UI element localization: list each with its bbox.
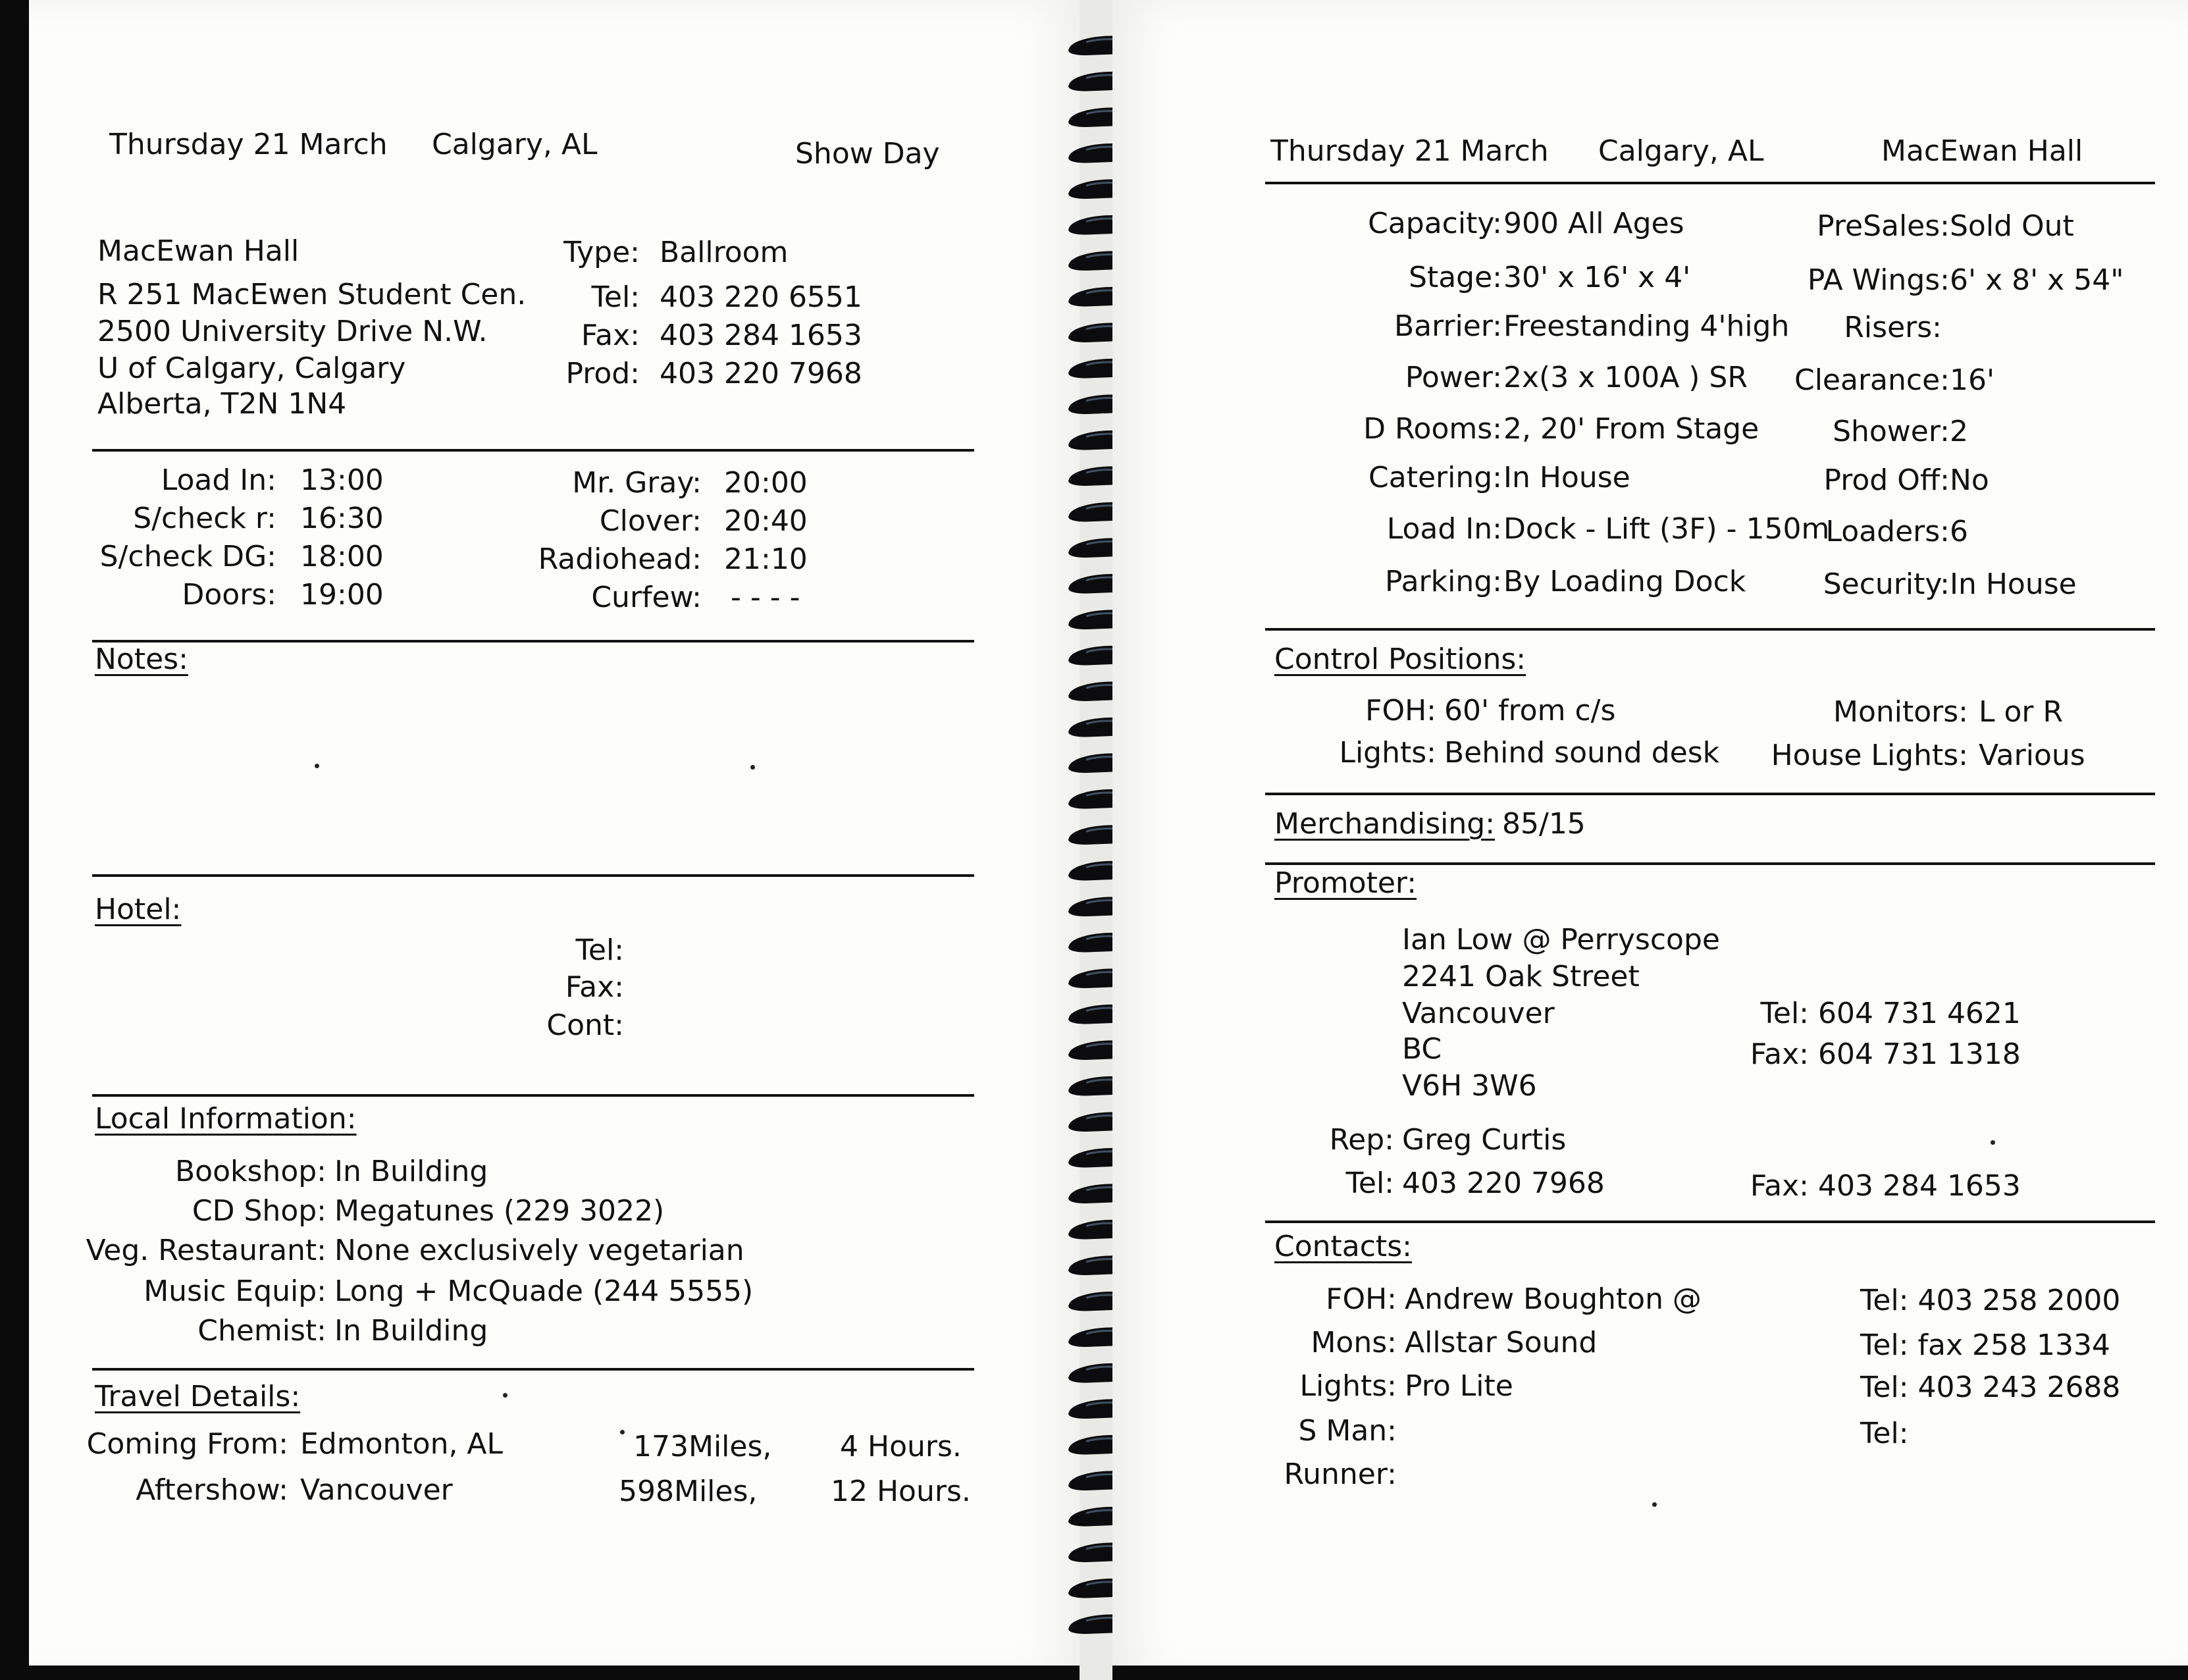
- venue-type-label: Type:: [563, 236, 640, 269]
- venue-fax-label: Fax:: [581, 319, 640, 352]
- spec-label: Security:: [1823, 567, 1950, 601]
- merch-value: 85/15: [1502, 807, 1586, 841]
- spec-label: Loaders:: [1825, 515, 1950, 548]
- schedule-time: 19:00: [300, 578, 384, 612]
- travel-hours: 12 Hours.: [831, 1475, 971, 1508]
- divider: [1265, 1221, 2155, 1223]
- divider: [1265, 793, 2155, 795]
- travel-place: Edmonton, AL: [300, 1427, 504, 1461]
- header-date: Thursday 21 March: [109, 128, 388, 161]
- travel-miles: 598Miles,: [619, 1475, 758, 1508]
- schedule-time: 13:00: [300, 463, 384, 497]
- merch-heading: Merchandising:: [1274, 807, 1496, 841]
- schedule-time: 20:00: [724, 466, 808, 500]
- header-location: Calgary, AL: [432, 128, 598, 161]
- venue-type-value: Ballroom: [660, 236, 789, 269]
- local-info-value: Megatunes (229 3022): [334, 1194, 665, 1228]
- schedule-label: S/check DG:: [99, 540, 276, 573]
- local-info-label: CD Shop:: [192, 1194, 326, 1228]
- hotel-cont-label: Cont:: [546, 1009, 624, 1042]
- spec-label: Parking:: [1385, 565, 1502, 598]
- contacts-heading: Contacts:: [1274, 1230, 1412, 1263]
- promoter-line: V6H 3W6: [1402, 1069, 1537, 1103]
- venue-address-line: R 251 MacEwen Student Cen.: [97, 278, 527, 311]
- header-date: Thursday 21 March: [1270, 134, 1549, 168]
- notes-heading: Notes:: [95, 643, 188, 676]
- speck: [750, 765, 755, 770]
- local-info-label: Chemist:: [197, 1314, 326, 1348]
- spec-value: 900 All Ages: [1503, 207, 1684, 240]
- rep-tel-label: Tel:: [1345, 1167, 1394, 1200]
- rep-label: Rep:: [1329, 1123, 1394, 1157]
- control-house-lights-value: Various: [1979, 739, 2085, 772]
- rep-fax-value: 403 284 1653: [1818, 1169, 2021, 1203]
- schedule-label: Radiohead:: [538, 542, 702, 576]
- control-foh-label: FOH:: [1365, 694, 1436, 727]
- speck: [1991, 1140, 1995, 1145]
- spec-value: 16': [1950, 363, 1995, 397]
- schedule-time: 18:00: [300, 540, 384, 573]
- spec-label: Shower:: [1833, 415, 1950, 448]
- control-monitors-value: L or R: [1979, 695, 2064, 729]
- divider: [1265, 182, 2155, 184]
- contact-role: Runner:: [1284, 1457, 1397, 1491]
- spec-value: Freestanding 4'high: [1503, 309, 1790, 343]
- spec-value: Sold Out: [1950, 209, 2074, 243]
- travel-miles: 173Miles,: [633, 1430, 772, 1463]
- venue-prod-value: 403 220 7968: [660, 357, 862, 390]
- promoter-heading: Promoter:: [1274, 866, 1417, 900]
- control-foh-value: 60' from c/s: [1444, 694, 1616, 727]
- venue-address-line: 2500 University Drive N.W.: [97, 315, 488, 348]
- spec-value: 2, 20' From Stage: [1503, 412, 1759, 446]
- local-info-value: In Building: [334, 1314, 488, 1348]
- contact-name: Pro Lite: [1405, 1369, 1513, 1403]
- spec-label: Risers:: [1844, 311, 1942, 344]
- divider: [1265, 862, 2155, 865]
- divider: [92, 874, 974, 877]
- spec-label: Barrier:: [1394, 309, 1502, 343]
- contact-tel: Tel: 403 243 2688: [1860, 1371, 2121, 1404]
- divider: [92, 640, 974, 643]
- local-info-label: Bookshop:: [175, 1155, 326, 1188]
- spec-value: By Loading Dock: [1503, 565, 1746, 598]
- schedule-time: - - - -: [731, 581, 800, 614]
- header-day-type: Show Day: [795, 137, 940, 171]
- contact-role: FOH:: [1326, 1282, 1397, 1316]
- header-venue: MacEwan Hall: [1881, 134, 2083, 168]
- spec-label: Clearance:: [1794, 363, 1950, 397]
- venue-address-line: Alberta, T2N 1N4: [97, 387, 347, 421]
- spec-label: Prod Off:: [1823, 463, 1950, 497]
- spec-value: 2x(3 x 100A ) SR: [1503, 361, 1748, 394]
- rep-tel-value: 403 220 7968: [1402, 1167, 1605, 1200]
- local-info-value: None exclusively vegetarian: [334, 1234, 744, 1267]
- schedule-label: Curfew:: [591, 581, 702, 614]
- hotel-tel-label: Tel:: [575, 933, 624, 967]
- spec-label: PreSales:: [1817, 209, 1950, 243]
- local-info-label: Music Equip:: [143, 1274, 326, 1308]
- contact-name: Andrew Boughton @: [1405, 1282, 1702, 1316]
- travel-label: Aftershow:: [136, 1473, 288, 1507]
- spec-label: Load In:: [1386, 512, 1502, 546]
- contact-role: S Man:: [1298, 1414, 1397, 1448]
- spec-value: In House: [1950, 567, 2077, 601]
- spec-label: Power:: [1405, 361, 1502, 394]
- left-page: [0, 0, 1080, 1680]
- promoter-line: BC: [1402, 1032, 1442, 1066]
- local-info-value: In Building: [334, 1155, 488, 1188]
- spec-value: Dock - Lift (3F) - 150m: [1503, 512, 1830, 546]
- contact-role: Mons:: [1311, 1326, 1397, 1359]
- divider: [92, 1094, 974, 1097]
- spec-value: 6' x 8' x 54": [1950, 263, 2124, 297]
- divider: [92, 449, 974, 452]
- divider: [1265, 628, 2155, 631]
- local-info-heading: Local Information:: [95, 1102, 357, 1136]
- travel-label: Coming From:: [86, 1427, 288, 1461]
- travel-heading: Travel Details:: [95, 1380, 301, 1413]
- rep-fax-label: Fax:: [1750, 1169, 1809, 1203]
- promoter-fax-value: 604 731 1318: [1818, 1037, 2021, 1071]
- spec-value: In House: [1503, 461, 1630, 494]
- local-info-label: Veg. Restaurant:: [86, 1234, 326, 1267]
- contact-role: Lights:: [1299, 1369, 1397, 1403]
- spec-label: PA Wings:: [1807, 263, 1950, 297]
- contact-tel: Tel:: [1860, 1417, 1909, 1450]
- travel-hours: 4 Hours.: [840, 1430, 962, 1463]
- schedule-time: 21:10: [724, 542, 808, 576]
- schedule-label: Doors:: [182, 578, 276, 612]
- contact-tel: Tel: fax 258 1334: [1860, 1328, 2110, 1362]
- schedule-label: Load In:: [161, 463, 276, 497]
- venue-name: MacEwan Hall: [97, 234, 300, 268]
- promoter-line: Vancouver: [1402, 997, 1555, 1030]
- right-page: [1112, 0, 2188, 1680]
- venue-fax-value: 403 284 1653: [660, 319, 862, 352]
- schedule-time: 20:40: [724, 504, 808, 538]
- promoter-line: Ian Low @ Perryscope: [1402, 923, 1720, 957]
- venue-address-line: U of Calgary, Calgary: [97, 352, 406, 385]
- schedule-label: S/check r:: [133, 502, 276, 535]
- schedule-label: Clover:: [599, 504, 702, 538]
- schedule-label: Mr. Gray:: [572, 466, 702, 500]
- spec-label: Stage:: [1409, 261, 1502, 294]
- speck: [1652, 1502, 1657, 1507]
- spec-value: 30' x 16' x 4': [1503, 261, 1691, 294]
- contact-tel: Tel: 403 258 2000: [1860, 1284, 2121, 1317]
- schedule-time: 16:30: [300, 502, 384, 535]
- spec-value: 6: [1950, 515, 1968, 548]
- local-info-value: Long + McQuade (244 5555): [334, 1274, 754, 1308]
- promoter-tel-value: 604 731 4621: [1818, 997, 2021, 1030]
- contact-name: Allstar Sound: [1405, 1326, 1598, 1359]
- hotel-fax-label: Fax:: [565, 970, 624, 1004]
- divider: [92, 1368, 974, 1371]
- travel-place: Vancouver: [300, 1473, 453, 1507]
- spec-value: 2: [1950, 415, 1968, 448]
- control-monitors-label: Monitors:: [1833, 695, 1968, 729]
- control-house-lights-label: House Lights:: [1771, 739, 1968, 772]
- venue-tel-value: 403 220 6551: [660, 280, 862, 314]
- rep-value: Greg Curtis: [1402, 1123, 1567, 1157]
- promoter-line: 2241 Oak Street: [1402, 960, 1640, 993]
- promoter-fax-label: Fax:: [1750, 1037, 1809, 1071]
- header-location: Calgary, AL: [1598, 134, 1764, 168]
- speck: [315, 764, 319, 768]
- control-lights-label: Lights:: [1339, 736, 1436, 770]
- speck: [620, 1430, 625, 1434]
- venue-prod-label: Prod:: [565, 357, 640, 390]
- promoter-tel-label: Tel:: [1760, 997, 1809, 1030]
- spec-label: Capacity:: [1368, 207, 1502, 240]
- control-heading: Control Positions:: [1274, 643, 1526, 676]
- speck: [503, 1393, 508, 1398]
- hotel-heading: Hotel:: [95, 893, 182, 926]
- spec-label: D Rooms:: [1363, 412, 1502, 446]
- control-lights-value: Behind sound desk: [1444, 736, 1720, 770]
- spec-value: No: [1950, 463, 1989, 497]
- venue-tel-label: Tel:: [591, 280, 640, 314]
- spec-label: Catering:: [1368, 461, 1502, 494]
